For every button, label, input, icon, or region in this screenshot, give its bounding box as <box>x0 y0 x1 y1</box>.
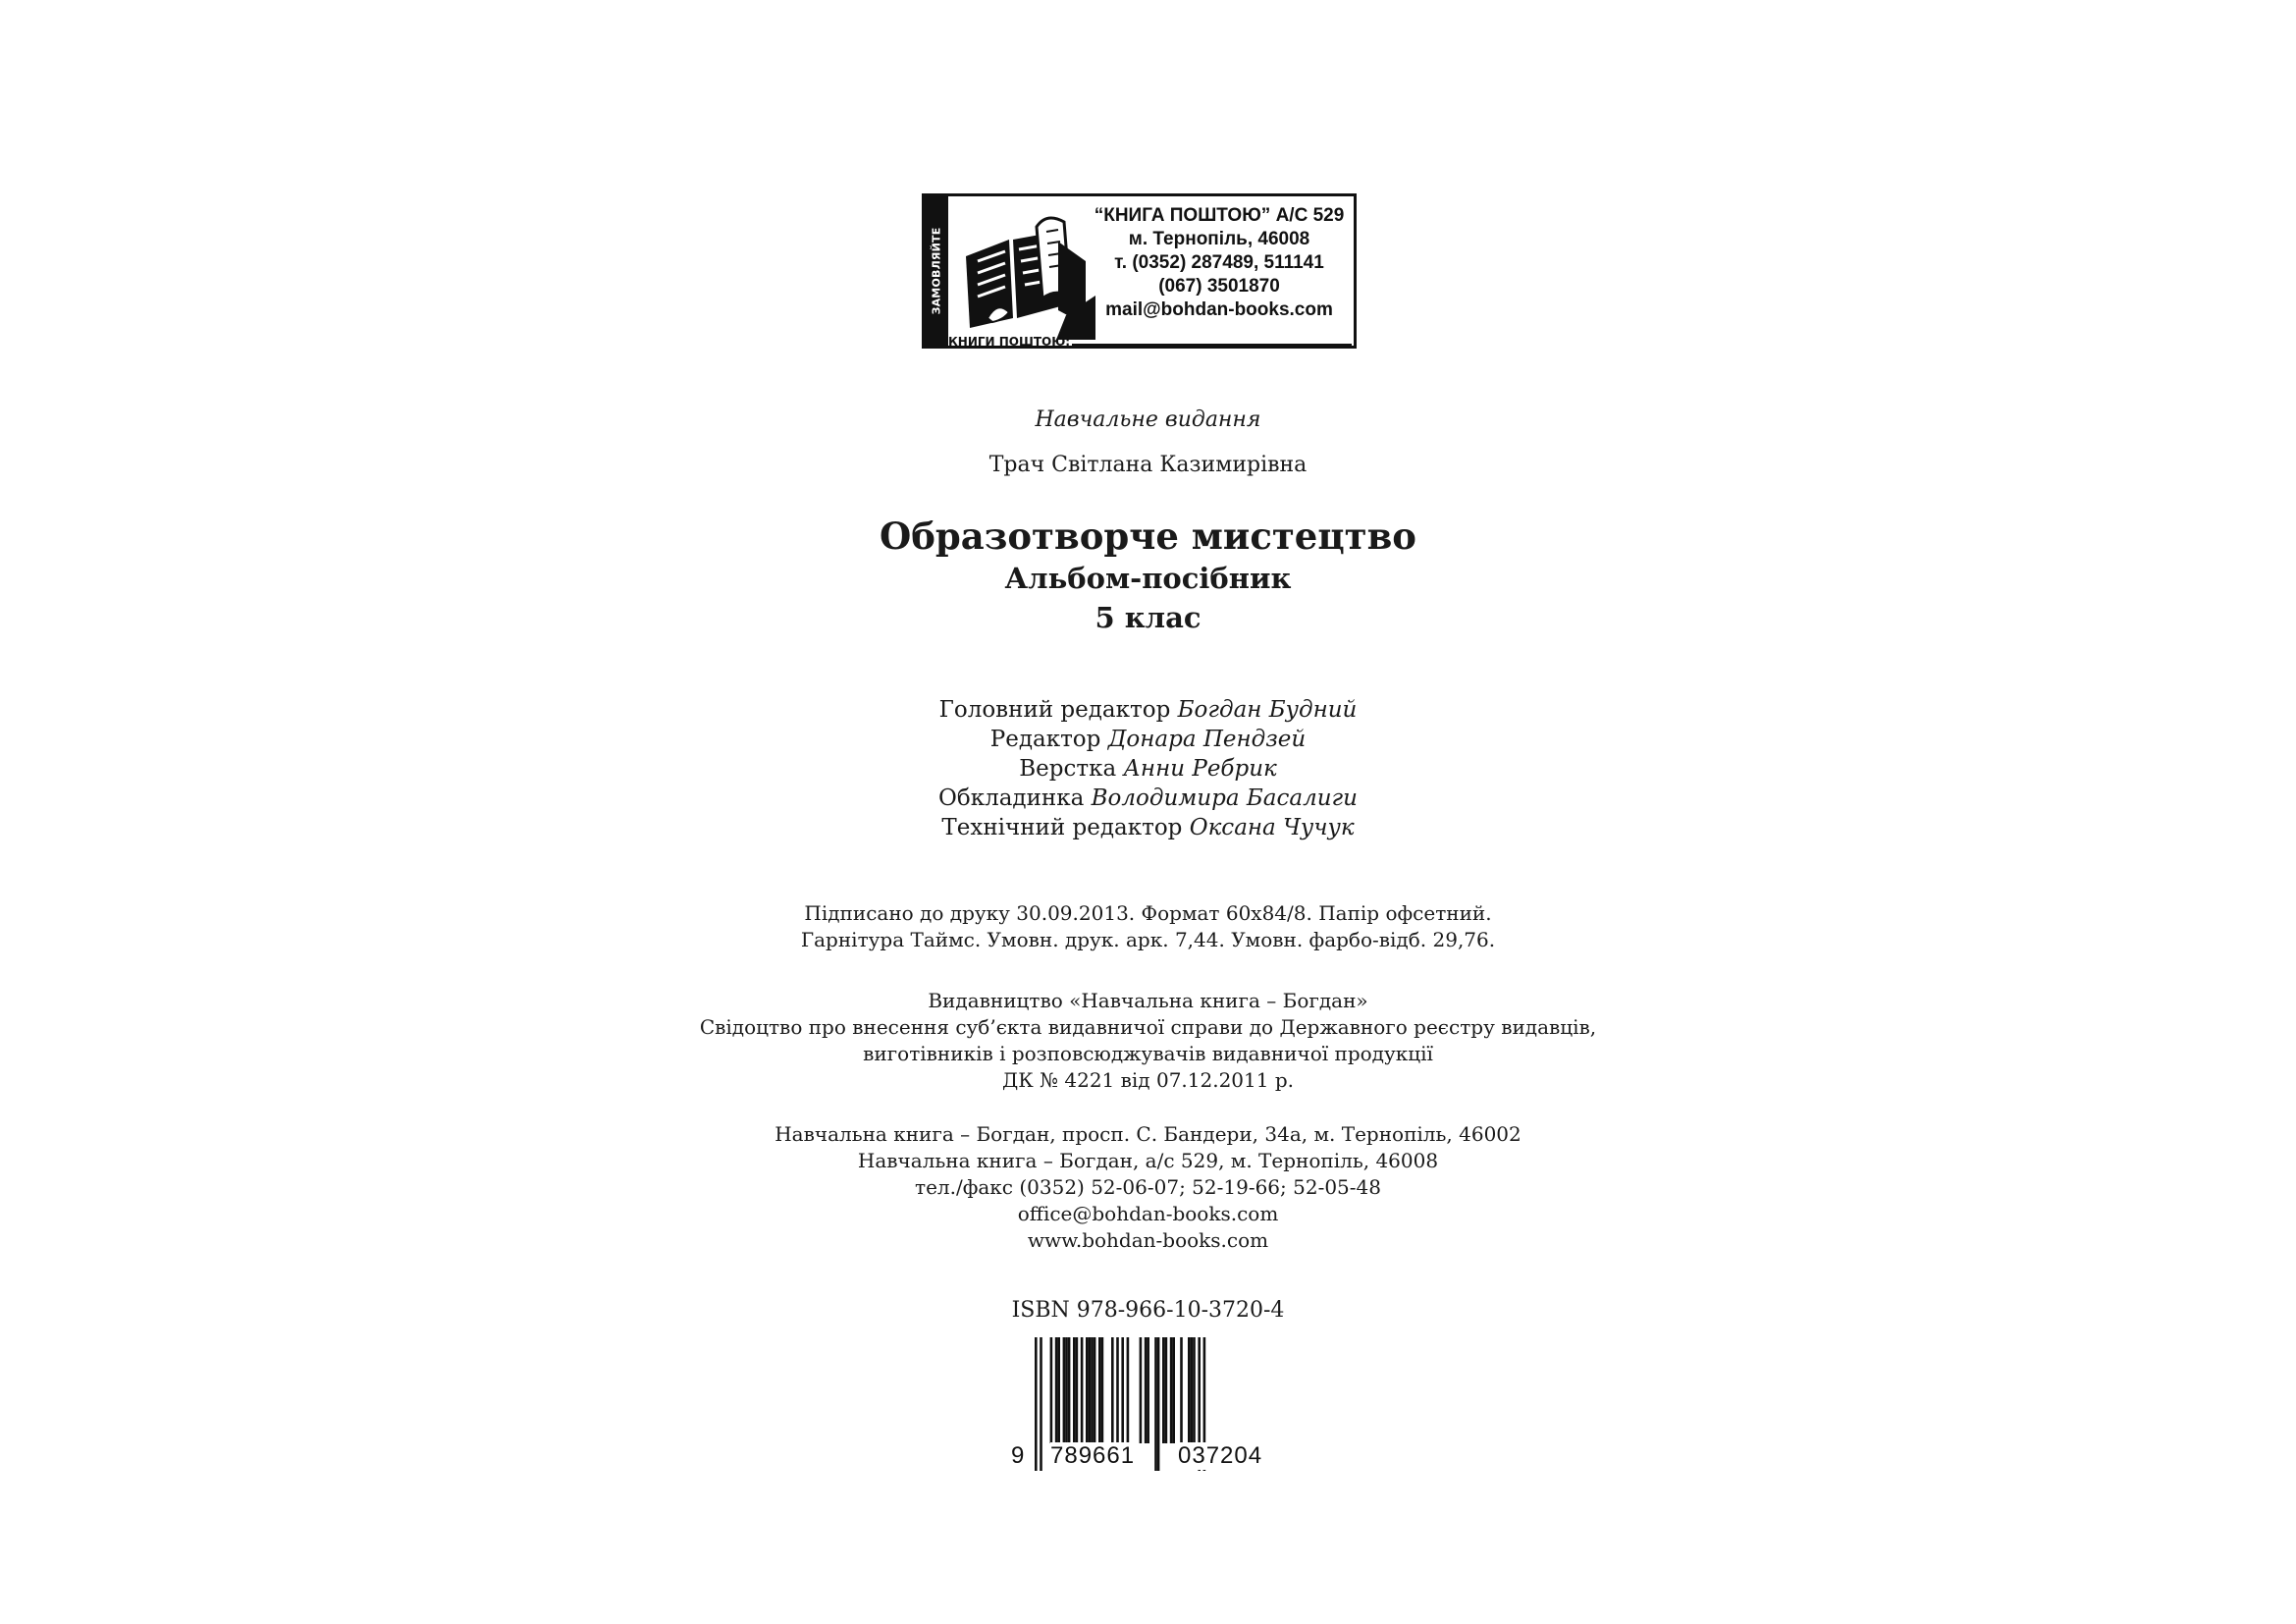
barcode-bar <box>1154 1337 1157 1471</box>
credit-role: Верстка <box>1019 756 1117 782</box>
publisher-line: ДК № 4221 від 07.12.2011 р. <box>1002 1068 1294 1092</box>
print-info <box>0 900 2296 953</box>
contacts <box>0 1121 2296 1254</box>
credit-name: Донара Пендзей <box>1107 727 1307 752</box>
barcode-bar <box>1073 1337 1076 1443</box>
credit-name: Богдан Будний <box>1177 697 1358 723</box>
stamp-vertical-text: ЗАМОВЛЯЙТЕ <box>930 227 943 315</box>
barcode-bar <box>1116 1337 1119 1443</box>
barcode-bar <box>1076 1337 1079 1443</box>
publisher-info <box>0 988 2296 1094</box>
barcode-bar <box>1145 1337 1148 1443</box>
credit-line <box>0 754 2296 784</box>
credit-line <box>0 784 2296 813</box>
credit-name: Володимира Басалиги <box>1091 785 1358 811</box>
publisher-line: Свідоцтво про внесення суб’єкта видавничої справи до Державного реєстру видавців, <box>699 1015 1597 1039</box>
barcode-bar <box>1089 1337 1092 1443</box>
barcode-bar <box>1055 1337 1058 1443</box>
barcode-bar <box>1094 1337 1096 1443</box>
credit-name: Оксана Чучук <box>1189 815 1355 840</box>
isbn: ISBN 978-966-10-3720-4 <box>1011 1298 1285 1323</box>
barcode-bar <box>1050 1337 1053 1443</box>
stamp-line: м. Тернопіль, 46008 <box>1128 229 1310 249</box>
contact-line: Навчальна книга – Богдан, просп. С. Бандери, 34а, м. Тернопіль, 46002 <box>774 1122 1522 1146</box>
barcode-bar <box>1101 1337 1104 1443</box>
barcode-bar <box>1035 1337 1038 1471</box>
stamp-line: т. (0352) 287489, 511141 <box>1114 252 1324 273</box>
credit-role: Головний редактор <box>938 697 1171 723</box>
barcode-bar <box>1068 1337 1071 1443</box>
credit-role: Технічний редактор <box>941 815 1183 840</box>
mail-order-stamp <box>922 193 1357 349</box>
credit-line <box>0 695 2296 725</box>
barcode-first-digit: 9 <box>1011 1442 1026 1469</box>
barcode-bar <box>1063 1337 1066 1443</box>
barcode-bar <box>1193 1337 1196 1443</box>
barcode-bar <box>1188 1337 1191 1443</box>
barcode-bar <box>1057 1337 1060 1443</box>
barcode-bar <box>1086 1337 1089 1443</box>
stamp-vertical-banner <box>925 196 948 346</box>
credit-name: Анни Ребрик <box>1123 756 1277 782</box>
barcode-bar <box>1147 1337 1149 1443</box>
credit-line <box>0 813 2296 842</box>
edition-type: Навчальне видання <box>1035 407 1261 432</box>
credit-line <box>0 725 2296 754</box>
barcode-bar <box>1180 1337 1183 1443</box>
book-title: Образотворче мистецтво <box>880 514 1416 558</box>
barcode-bar <box>1140 1337 1143 1443</box>
contact-line: тел./факс (0352) 52-06-07; 52-19-66; 52-05-48 <box>915 1175 1381 1199</box>
barcode-bar <box>1081 1337 1084 1443</box>
barcode-bar <box>1040 1337 1042 1471</box>
stamp-address <box>1087 204 1352 322</box>
barcode-bar <box>1157 1337 1160 1471</box>
barcode-bar <box>1165 1337 1168 1443</box>
barcode-bar <box>1111 1337 1114 1443</box>
open-books-icon <box>948 202 1095 340</box>
publisher-line: Видавництво «Навчальна книга – Богдан» <box>928 989 1368 1012</box>
barcode-bar <box>1098 1337 1101 1443</box>
barcode-bar <box>1191 1337 1194 1443</box>
barcode-bar <box>1065 1337 1068 1443</box>
barcode-bar <box>1127 1337 1130 1443</box>
credit-role: Редактор <box>989 727 1101 752</box>
publisher-line: виготівників і розповсюджувачів видавничої продукції <box>863 1042 1433 1065</box>
stamp-bottom-text: КНИГИ ПОШТОЮ: <box>948 335 1071 349</box>
barcode-group-left: 789661 <box>1050 1442 1136 1469</box>
stamp-email: mail@bohdan-books.com <box>1105 299 1333 320</box>
contact-website: www.bohdan-books.com <box>1027 1228 1269 1252</box>
isbn-barcode <box>1011 1337 1291 1475</box>
barcode-bar <box>1162 1337 1165 1443</box>
grade: 5 клас <box>1095 601 1201 634</box>
barcode-group-right: 037204 <box>1178 1442 1263 1469</box>
book-subtitle: Альбом-посібник <box>1004 562 1292 595</box>
stamp-line: (067) 3501870 <box>1158 276 1280 297</box>
barcode-bar <box>1121 1337 1124 1443</box>
author: Трач Світлана Казимирівна <box>988 453 1308 477</box>
contact-line: Навчальна книга – Богдан, а/с 529, м. Тернопіль, 46008 <box>857 1149 1439 1172</box>
credits-list <box>0 695 2296 842</box>
barcode-bar <box>1172 1337 1175 1443</box>
contact-email: office@bohdan-books.com <box>1017 1202 1279 1225</box>
print-info-line: Підписано до друку 30.09.2013. Формат 60х84/8. Папір офсетний. <box>804 901 1492 925</box>
print-info-line: Гарнітура Таймс. Умовн. друк. арк. 7,44. Умовн. фарбо-відб. 29,76. <box>800 928 1496 951</box>
barcode-bar <box>1091 1337 1094 1443</box>
stamp-underline <box>1072 344 1352 346</box>
stamp-line: “КНИГА ПОШТОЮ” А/С 529 <box>1094 205 1345 226</box>
barcode-bar <box>1170 1337 1173 1443</box>
credit-role: Обкладинка <box>938 785 1085 811</box>
